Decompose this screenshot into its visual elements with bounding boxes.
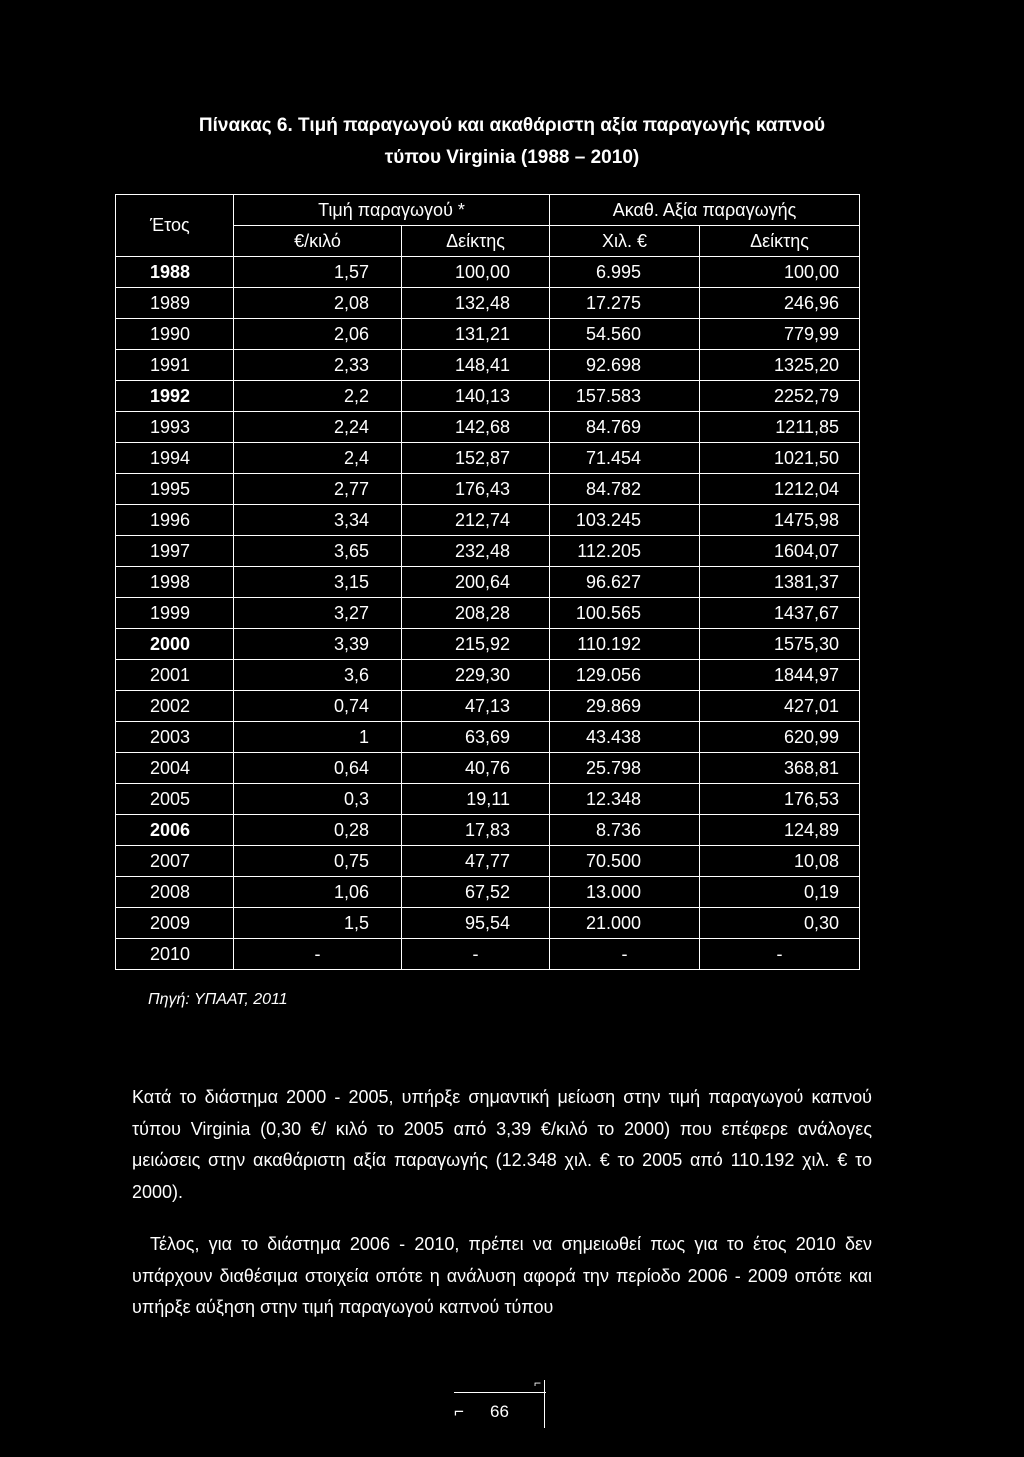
- cell-price: 1,06: [234, 877, 402, 908]
- cell-value: 13.000: [550, 877, 700, 908]
- cell-value-index: 1604,07: [700, 536, 860, 567]
- cell-price: 2,08: [234, 288, 402, 319]
- page-number: 66: [490, 1402, 509, 1421]
- cell-year: 2002: [116, 691, 234, 722]
- cell-value-index: 100,00: [700, 257, 860, 288]
- cell-price-index: 95,54: [402, 908, 550, 939]
- cell-price: 1: [234, 722, 402, 753]
- cell-year: 2009: [116, 908, 234, 939]
- cell-price-index: 232,48: [402, 536, 550, 567]
- cell-value: 43.438: [550, 722, 700, 753]
- cell-value: 92.698: [550, 350, 700, 381]
- table-row: [116, 784, 860, 815]
- cell-price-index: 17,83: [402, 815, 550, 846]
- table-row: [116, 536, 860, 567]
- table-row: [116, 753, 860, 784]
- cell-value-index: 246,96: [700, 288, 860, 319]
- cell-price-index: 200,64: [402, 567, 550, 598]
- table-row: [116, 350, 860, 381]
- cell-value-index: 124,89: [700, 815, 860, 846]
- table-row: [116, 629, 860, 660]
- title-line-2: τύπου Virginia (1988 – 2010): [384, 147, 640, 168]
- cell-price-index: 152,87: [402, 443, 550, 474]
- cell-value-index: 1475,98: [700, 505, 860, 536]
- cell-value-index: 368,81: [700, 753, 860, 784]
- cell-value: -: [550, 939, 700, 970]
- table-row: [116, 722, 860, 753]
- cell-year: 1989: [116, 288, 234, 319]
- table-row: [116, 846, 860, 877]
- header-eur-per-kg: €/κιλό: [234, 226, 402, 257]
- cell-year: 2006: [116, 815, 234, 846]
- table-row: [116, 660, 860, 691]
- cell-price: 2,33: [234, 350, 402, 381]
- cell-value: 103.245: [550, 505, 700, 536]
- cell-year: 2001: [116, 660, 234, 691]
- cell-value: 71.454: [550, 443, 700, 474]
- cell-price-index: 215,92: [402, 629, 550, 660]
- header-gross-value: Ακαθ. Αξία παραγωγής: [550, 195, 860, 226]
- cell-year: 1993: [116, 412, 234, 443]
- cell-value-index: 2252,79: [700, 381, 860, 412]
- cell-value-index: 0,30: [700, 908, 860, 939]
- cell-price-index: 47,13: [402, 691, 550, 722]
- data-table: [115, 194, 860, 970]
- cell-year: 1996: [116, 505, 234, 536]
- cell-value-index: 427,01: [700, 691, 860, 722]
- cell-price-index: 142,68: [402, 412, 550, 443]
- cell-value: 25.798: [550, 753, 700, 784]
- table-row: [116, 567, 860, 598]
- cell-price: 0,74: [234, 691, 402, 722]
- cell-value: 54.560: [550, 319, 700, 350]
- table-title: [0, 110, 1024, 174]
- cell-price-index: 208,28: [402, 598, 550, 629]
- cell-value-index: 1437,67: [700, 598, 860, 629]
- cell-price-index: 148,41: [402, 350, 550, 381]
- cell-value-index: 1212,04: [700, 474, 860, 505]
- cell-price-index: 229,30: [402, 660, 550, 691]
- cell-year: 1990: [116, 319, 234, 350]
- cell-year: 1999: [116, 598, 234, 629]
- cell-value: 70.500: [550, 846, 700, 877]
- header-year: Έτος: [116, 195, 234, 257]
- cell-price: 1,5: [234, 908, 402, 939]
- footer-vertical-rule: [544, 1380, 545, 1428]
- header-producer-price: Τιμή παραγωγού *: [234, 195, 550, 226]
- cell-price: 3,34: [234, 505, 402, 536]
- cell-price-index: 140,13: [402, 381, 550, 412]
- cell-value: 6.995: [550, 257, 700, 288]
- cell-price-index: 19,11: [402, 784, 550, 815]
- table-row: [116, 319, 860, 350]
- cell-price: 0,28: [234, 815, 402, 846]
- table-body: [116, 257, 860, 970]
- cell-price: 3,65: [234, 536, 402, 567]
- cell-price: 2,2: [234, 381, 402, 412]
- cell-year: 1994: [116, 443, 234, 474]
- cell-value: 12.348: [550, 784, 700, 815]
- cell-price-index: 67,52: [402, 877, 550, 908]
- cell-price: 2,4: [234, 443, 402, 474]
- cell-price-index: 131,21: [402, 319, 550, 350]
- cell-price-index: 132,48: [402, 288, 550, 319]
- cell-year: 1991: [116, 350, 234, 381]
- cell-value: 8.736: [550, 815, 700, 846]
- cell-value: 21.000: [550, 908, 700, 939]
- cell-value: 84.782: [550, 474, 700, 505]
- footer-ornament-icon: ⌐: [454, 1402, 464, 1421]
- cell-price-index: 100,00: [402, 257, 550, 288]
- cell-year: 1997: [116, 536, 234, 567]
- table-row: [116, 443, 860, 474]
- footer-rule: [454, 1392, 546, 1393]
- cell-value-index: 1844,97: [700, 660, 860, 691]
- cell-value-index: 1021,50: [700, 443, 860, 474]
- cell-price-index: -: [402, 939, 550, 970]
- cell-price-index: 40,76: [402, 753, 550, 784]
- table-row: [116, 381, 860, 412]
- cell-value-index: 1381,37: [700, 567, 860, 598]
- cell-value: 17.275: [550, 288, 700, 319]
- cell-year: 1998: [116, 567, 234, 598]
- title-line-1: Πίνακας 6. Τιμή παραγωγού και ακαθάριστη αξία παραγωγής καπνού: [198, 115, 826, 136]
- cell-price-index: 47,77: [402, 846, 550, 877]
- table-row: [116, 505, 860, 536]
- table-row: [116, 815, 860, 846]
- cell-value-index: 1575,30: [700, 629, 860, 660]
- table-row: [116, 908, 860, 939]
- cell-value: 96.627: [550, 567, 700, 598]
- cell-price: 0,75: [234, 846, 402, 877]
- cell-price: 0,3: [234, 784, 402, 815]
- cell-value-index: 779,99: [700, 319, 860, 350]
- cell-year: 1995: [116, 474, 234, 505]
- paragraph-2: Τέλος, για το διάστημα 2006 - 2010, πρέπει να σημειωθεί πως για το έτος 2010 δεν υπάρχουν διαθέσιμα στοιχεία οπότε η ανάλυση αφορά την περίοδο 2006 - 2009 οπότε και υπήρξε αύξηση στην τιμή παραγωγού καπνού τύπου: [132, 1234, 872, 1317]
- cell-price: 3,6: [234, 660, 402, 691]
- cell-value-index: 0,19: [700, 877, 860, 908]
- cell-value-index: -: [700, 939, 860, 970]
- page-footer: [454, 1376, 548, 1430]
- cell-value-index: 620,99: [700, 722, 860, 753]
- cell-year: 1988: [116, 257, 234, 288]
- cell-year: 2000: [116, 629, 234, 660]
- cell-value-index: 176,53: [700, 784, 860, 815]
- table-row: [116, 691, 860, 722]
- cell-price: 3,27: [234, 598, 402, 629]
- cell-price: 3,39: [234, 629, 402, 660]
- cell-year: 2007: [116, 846, 234, 877]
- table-row: [116, 877, 860, 908]
- cell-price-index: 63,69: [402, 722, 550, 753]
- cell-price: 3,15: [234, 567, 402, 598]
- cell-price: 2,77: [234, 474, 402, 505]
- table-row: [116, 257, 860, 288]
- cell-year: 1992: [116, 381, 234, 412]
- cell-year: 2003: [116, 722, 234, 753]
- header-value-index: Δείκτης: [700, 226, 860, 257]
- cell-value-index: 10,08: [700, 846, 860, 877]
- cell-value-index: 1325,20: [700, 350, 860, 381]
- header-price-index: Δείκτης: [402, 226, 550, 257]
- cell-value: 29.869: [550, 691, 700, 722]
- cell-price: 1,57: [234, 257, 402, 288]
- cell-price-index: 176,43: [402, 474, 550, 505]
- cell-value: 84.769: [550, 412, 700, 443]
- cell-price-index: 212,74: [402, 505, 550, 536]
- cell-value: 157.583: [550, 381, 700, 412]
- cell-value: 112.205: [550, 536, 700, 567]
- table-row: [116, 412, 860, 443]
- paragraph-1: Κατά το διάστημα 2000 - 2005, υπήρξε σημαντική μείωση στην τιμή παραγωγού καπνού τύπου Virginia (0,30 €/ κιλό το 2005 από 3,39 €/κιλό το 2000) που επέφερε ανάλογες μειώσεις στην ακαθάριστη αξία παραγωγής (12.348 χιλ. € το 2005 από 110.192 χιλ. € το 2000).: [132, 1087, 872, 1202]
- cell-value: 129.056: [550, 660, 700, 691]
- cell-year: 2008: [116, 877, 234, 908]
- header-thousand-eur: Χιλ. €: [550, 226, 700, 257]
- cell-value: 100.565: [550, 598, 700, 629]
- table-row: [116, 598, 860, 629]
- table-row: [116, 288, 860, 319]
- table-row: [116, 474, 860, 505]
- cell-price: 0,64: [234, 753, 402, 784]
- cell-price: 2,06: [234, 319, 402, 350]
- cell-value-index: 1211,85: [700, 412, 860, 443]
- cell-price: -: [234, 939, 402, 970]
- table-row: [116, 939, 860, 970]
- cell-year: 2010: [116, 939, 234, 970]
- source-note: Πηγή: ΥΠΑΑΤ, 2011: [148, 991, 288, 1008]
- cell-price: 2,24: [234, 412, 402, 443]
- cell-year: 2005: [116, 784, 234, 815]
- cell-value: 110.192: [550, 629, 700, 660]
- cell-year: 2004: [116, 753, 234, 784]
- footer-ornament-top-icon: ⌐: [534, 1376, 542, 1390]
- header-row-1: [116, 195, 860, 226]
